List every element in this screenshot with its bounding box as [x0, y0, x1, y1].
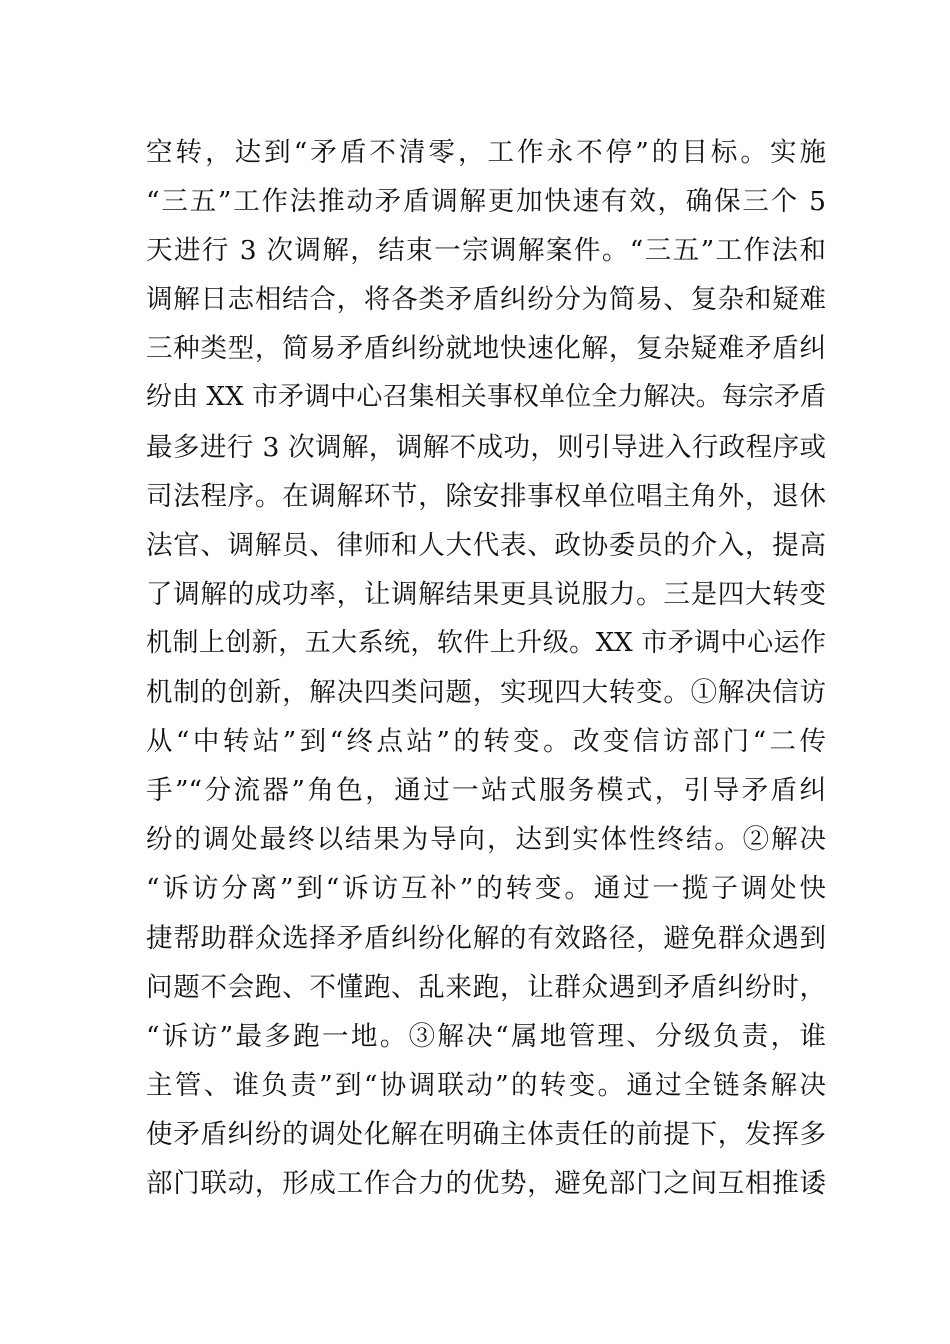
text-line: 手”“分流器”角色，通过一站式服务模式，引导矛盾纠	[146, 775, 826, 807]
text-line: 捷帮助群众选择矛盾纠纷化解的有效路径，避免群众遇到	[146, 922, 826, 954]
text-line: 机制的创新，解决四类问题，实现四大转变。①解决信访	[146, 677, 826, 709]
text-line: 三种类型，简易矛盾纠纷就地快速化解，复杂疑难矛盾纠	[146, 333, 826, 365]
text-line: 从“中转站”到“终点站”的转变。改变信访部门“二传	[146, 726, 826, 758]
text-line: 机制上创新，五大系统，软件上升级。XX 市矛调中心运作	[146, 627, 826, 658]
text-line: “三五”工作法推动矛盾调解更加快速有效，确保三个 5	[146, 186, 826, 218]
text-line: “诉访分离”到“诉访互补”的转变。通过一揽子调处快	[146, 873, 826, 905]
text-line: 天进行 3 次调解，结束一宗调解案件。“三五”工作法和	[146, 235, 826, 267]
text-line: 法官、调解员、律师和人大代表、政协委员的介入，提高	[146, 529, 826, 561]
text-line: 空转，达到“矛盾不清零，工作永不停”的目标。实施	[146, 137, 826, 168]
text-line: 调解日志相结合，将各类矛盾纠纷分为简易、复杂和疑难	[146, 284, 826, 316]
text-line: 纷由 XX 市矛调中心召集相关事权单位全力解决。每宗矛盾	[146, 382, 826, 413]
text-line: 司法程序。在调解环节，除安排事权单位唱主角外，退休	[146, 480, 826, 512]
text-line: 部门联动，形成工作合力的优势，避免部门之间互相推诿	[146, 1167, 826, 1199]
text-line: 了调解的成功率，让调解结果更具说服力。三是四大转变	[146, 578, 826, 610]
text-line: 最多进行 3 次调解，调解不成功，则引导进入行政程序或	[146, 431, 826, 463]
text-line: 纷的调处最终以结果为导向，达到实体性终结。②解决	[146, 824, 826, 856]
text-line: “诉访”最多跑一地。③解决“属地管理、分级负责，谁	[146, 1020, 826, 1052]
text-line: 问题不会跑、不懂跑、乱来跑，让群众遇到矛盾纠纷时，	[146, 971, 826, 1003]
text-line: 使矛盾纠纷的调处化解在明确主体责任的前提下，发挥多	[146, 1118, 826, 1150]
body-paragraph	[146, 128, 826, 1208]
text-line: 主管、谁负责”到“协调联动”的转变。通过全链条解决	[146, 1069, 826, 1101]
